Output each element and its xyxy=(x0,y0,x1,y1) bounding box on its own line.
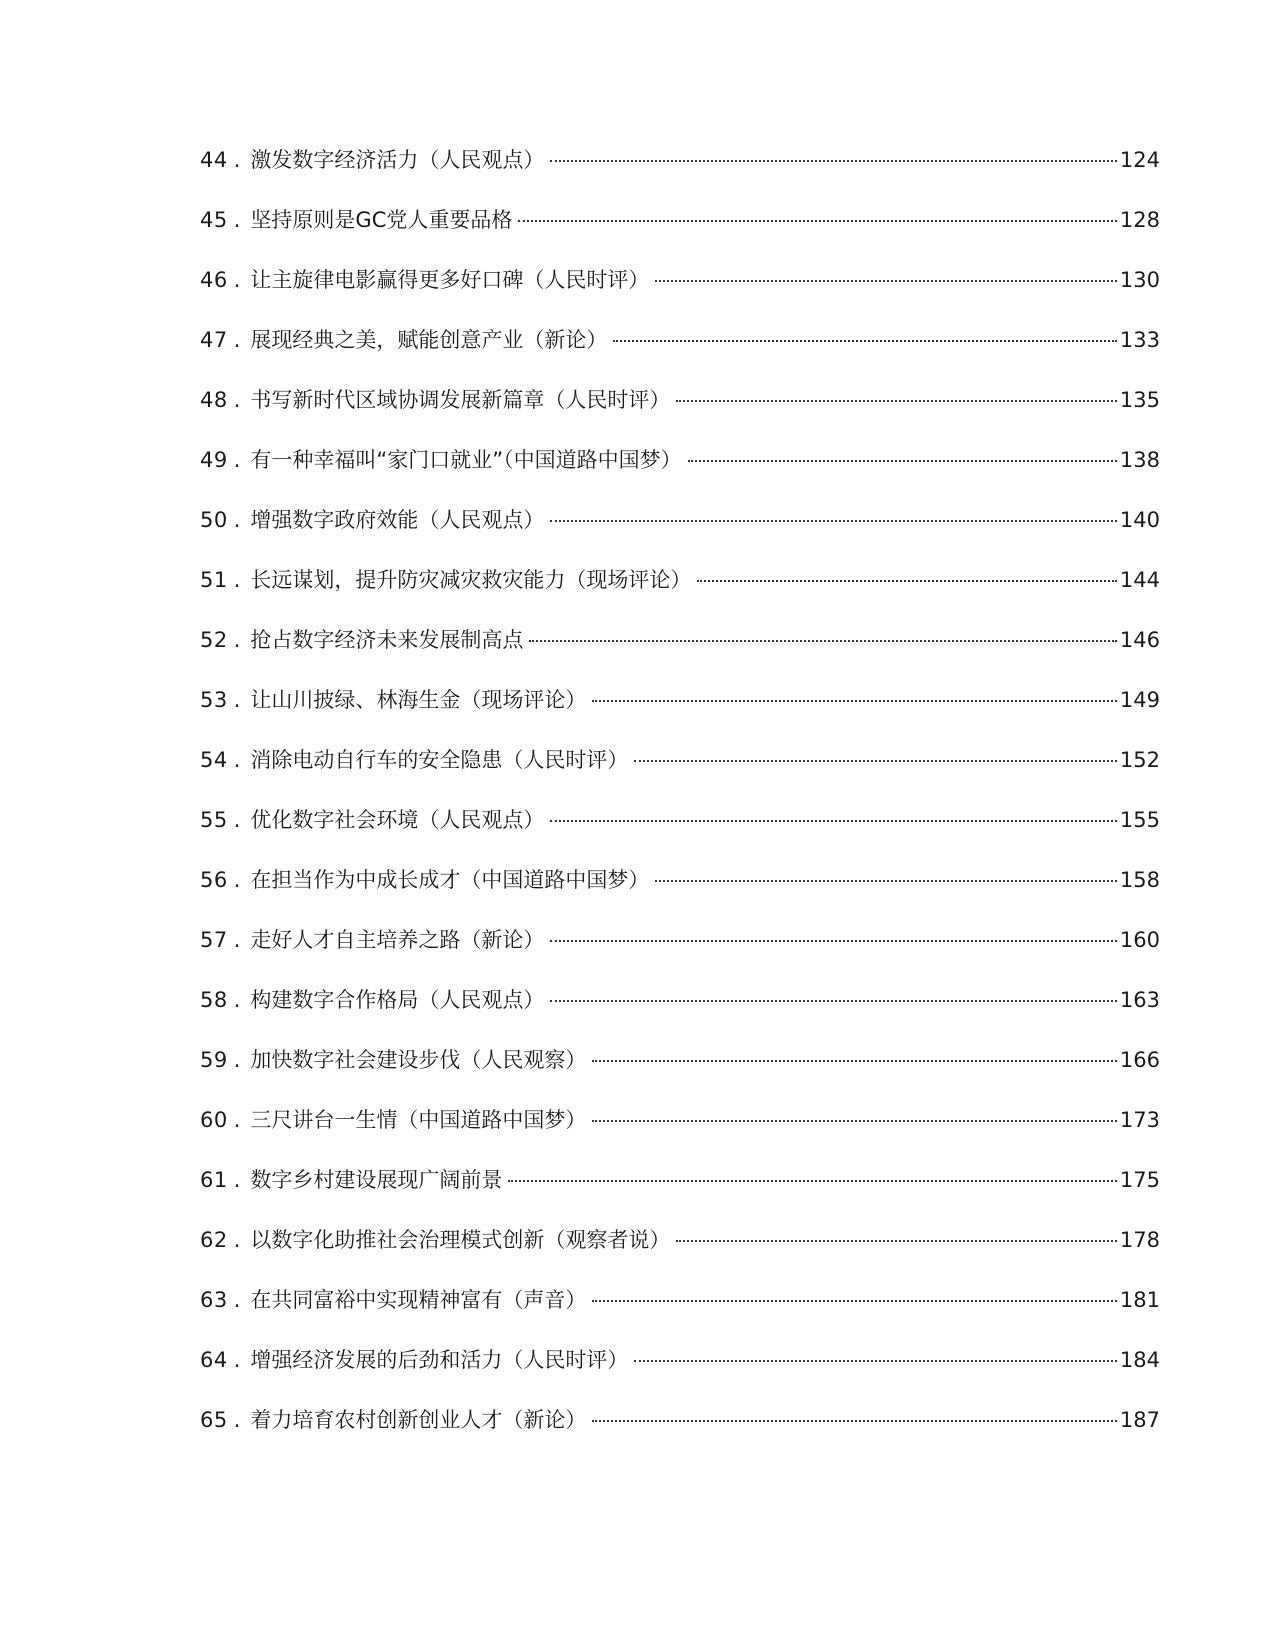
toc-entry-page-number: 160 xyxy=(1119,928,1160,952)
toc-entry-title: 长远谋划，提升防灾减灾救灾能力（现场评论） xyxy=(250,568,692,592)
toc-dot-leader xyxy=(592,700,1116,702)
table-of-contents xyxy=(200,145,1160,1465)
toc-entry-number: 50 xyxy=(200,508,228,532)
toc-entry-page-number: 166 xyxy=(1119,1048,1160,1072)
toc-entry-page-number: 158 xyxy=(1119,868,1160,892)
toc-dot-leader xyxy=(592,1420,1116,1422)
toc-entry-page-number: 187 xyxy=(1119,1408,1160,1432)
toc-entry[interactable] xyxy=(200,505,1160,565)
toc-dot-leader xyxy=(655,880,1116,882)
toc-entry-title: 让主旋律电影赢得更多好口碑（人民时评） xyxy=(250,268,650,292)
toc-dot-leader xyxy=(550,1000,1116,1002)
toc-entry[interactable] xyxy=(200,685,1160,745)
toc-entry-number: 45 xyxy=(200,208,228,232)
toc-entry[interactable] xyxy=(200,445,1160,505)
toc-entry-title: 有一种幸福叫“家门口就业”（中国道路中国梦） xyxy=(250,448,682,472)
toc-entry-title: 走好人才自主培养之路（新论） xyxy=(250,928,545,952)
toc-entry-page-number: 144 xyxy=(1119,568,1160,592)
toc-entry-number: 64 xyxy=(200,1348,228,1372)
toc-entry-title: 抢占数字经济未来发展制高点 xyxy=(250,628,524,652)
toc-entry-number: 65 xyxy=(200,1408,228,1432)
toc-entry[interactable] xyxy=(200,565,1160,625)
toc-entry-page-number: 149 xyxy=(1119,688,1160,712)
toc-entry-page-number: 128 xyxy=(1119,208,1160,232)
toc-dot-leader xyxy=(688,460,1117,462)
toc-dot-leader xyxy=(550,940,1116,942)
toc-dot-leader xyxy=(529,640,1116,642)
toc-entry-separator: . xyxy=(233,1288,241,1312)
toc-entry-number: 54 xyxy=(200,748,228,772)
toc-entry-separator: . xyxy=(233,688,241,712)
toc-dot-leader xyxy=(613,340,1116,342)
toc-dot-leader xyxy=(676,400,1116,402)
toc-entry-separator: . xyxy=(233,1228,241,1252)
toc-dot-leader xyxy=(550,820,1116,822)
toc-entry-separator: . xyxy=(233,208,241,232)
toc-entry-separator: . xyxy=(233,148,241,172)
toc-entry-title: 着力培育农村创新创业人才（新论） xyxy=(250,1408,587,1432)
toc-entry-title: 增强数字政府效能（人民观点） xyxy=(250,508,545,532)
toc-entry-title: 在共同富裕中实现精神富有（声音） xyxy=(250,1288,587,1312)
toc-dot-leader xyxy=(655,280,1116,282)
toc-entry[interactable] xyxy=(200,1045,1160,1105)
toc-dot-leader xyxy=(508,1180,1116,1182)
toc-dot-leader xyxy=(550,160,1116,162)
toc-entry-page-number: 152 xyxy=(1119,748,1160,772)
toc-entry-separator: . xyxy=(233,988,241,1012)
toc-entry-separator: . xyxy=(233,1408,241,1432)
toc-entry-separator: . xyxy=(233,268,241,292)
toc-entry-number: 63 xyxy=(200,1288,228,1312)
toc-entry-number: 59 xyxy=(200,1048,228,1072)
toc-entry-title: 优化数字社会环境（人民观点） xyxy=(250,808,545,832)
toc-entry-number: 62 xyxy=(200,1228,228,1252)
toc-dot-leader xyxy=(697,580,1116,582)
toc-entry-separator: . xyxy=(233,508,241,532)
toc-entry-separator: . xyxy=(233,1048,241,1072)
toc-dot-leader xyxy=(634,760,1116,762)
toc-entry-number: 48 xyxy=(200,388,228,412)
toc-entry-page-number: 140 xyxy=(1119,508,1160,532)
toc-entry-page-number: 155 xyxy=(1119,808,1160,832)
toc-entry-title: 展现经典之美，赋能创意产业（新论） xyxy=(250,328,608,352)
toc-entry-page-number: 173 xyxy=(1119,1108,1160,1132)
toc-entry-title: 构建数字合作格局（人民观点） xyxy=(250,988,545,1012)
toc-dot-leader xyxy=(550,520,1116,522)
toc-dot-leader xyxy=(518,220,1117,222)
toc-entry-title: 以数字化助推社会治理模式创新（观察者说） xyxy=(250,1228,671,1252)
toc-entry-page-number: 163 xyxy=(1119,988,1160,1012)
toc-entry[interactable] xyxy=(200,205,1160,265)
toc-entry-number: 49 xyxy=(200,448,228,472)
toc-entry-title: 加快数字社会建设步伐（人民观察） xyxy=(250,1048,587,1072)
toc-entry-number: 55 xyxy=(200,808,228,832)
toc-entry-separator: . xyxy=(233,1348,241,1372)
toc-entry-title: 数字乡村建设展现广阔前景 xyxy=(250,1168,503,1192)
toc-entry[interactable] xyxy=(200,1105,1160,1165)
toc-entry-separator: . xyxy=(233,328,241,352)
toc-entry-page-number: 130 xyxy=(1119,268,1160,292)
toc-dot-leader xyxy=(676,1240,1116,1242)
toc-entry-number: 60 xyxy=(200,1108,228,1132)
toc-entry-separator: . xyxy=(233,388,241,412)
toc-entry[interactable] xyxy=(200,1405,1160,1465)
toc-entry-page-number: 175 xyxy=(1119,1168,1160,1192)
toc-dot-leader xyxy=(592,1060,1116,1062)
toc-entry[interactable] xyxy=(200,865,1160,925)
toc-entry-number: 58 xyxy=(200,988,228,1012)
toc-entry[interactable] xyxy=(200,925,1160,985)
toc-entry-title: 三尺讲台一生情（中国道路中国梦） xyxy=(250,1108,587,1132)
toc-entry-number: 52 xyxy=(200,628,228,652)
toc-entry-separator: . xyxy=(233,448,241,472)
toc-entry[interactable] xyxy=(200,1165,1160,1225)
toc-entry[interactable] xyxy=(200,385,1160,445)
toc-entry[interactable] xyxy=(200,325,1160,385)
toc-entry-page-number: 181 xyxy=(1119,1288,1160,1312)
toc-entry[interactable] xyxy=(200,1225,1160,1285)
toc-entry-page-number: 133 xyxy=(1119,328,1160,352)
toc-entry-title: 让山川披绿、林海生金（现场评论） xyxy=(250,688,587,712)
toc-entry-page-number: 184 xyxy=(1119,1348,1160,1372)
toc-entry-number: 56 xyxy=(200,868,228,892)
toc-entry-number: 44 xyxy=(200,148,228,172)
toc-dot-leader xyxy=(592,1120,1116,1122)
toc-dot-leader xyxy=(634,1360,1116,1362)
toc-entry-page-number: 146 xyxy=(1119,628,1160,652)
toc-entry-number: 53 xyxy=(200,688,228,712)
toc-entry-separator: . xyxy=(233,1168,241,1192)
toc-entry-page-number: 135 xyxy=(1119,388,1160,412)
toc-entry-page-number: 138 xyxy=(1119,448,1160,472)
toc-entry-separator: . xyxy=(233,568,241,592)
toc-entry[interactable] xyxy=(200,985,1160,1045)
toc-entry-title: 书写新时代区域协调发展新篇章（人民时评） xyxy=(250,388,671,412)
toc-entry[interactable] xyxy=(200,745,1160,805)
toc-entry-separator: . xyxy=(233,748,241,772)
toc-entry-number: 51 xyxy=(200,568,228,592)
toc-entry-title: 激发数字经济活力（人民观点） xyxy=(250,148,545,172)
toc-entry-separator: . xyxy=(233,628,241,652)
toc-entry[interactable] xyxy=(200,1345,1160,1405)
toc-entry-title: 坚持原则是GC党人重要品格 xyxy=(250,208,513,232)
toc-entry-separator: . xyxy=(233,1108,241,1132)
toc-entry[interactable] xyxy=(200,265,1160,325)
toc-entry-page-number: 178 xyxy=(1119,1228,1160,1252)
toc-entry[interactable] xyxy=(200,805,1160,865)
toc-entry-separator: . xyxy=(233,928,241,952)
toc-entry-number: 61 xyxy=(200,1168,228,1192)
toc-entry[interactable] xyxy=(200,625,1160,685)
toc-entry-separator: . xyxy=(233,868,241,892)
toc-entry-title: 增强经济发展的后劲和活力（人民时评） xyxy=(250,1348,629,1372)
toc-entry-separator: . xyxy=(233,808,241,832)
toc-entry[interactable] xyxy=(200,1285,1160,1345)
toc-entry-number: 57 xyxy=(200,928,228,952)
toc-entry-title: 消除电动自行车的安全隐患（人民时评） xyxy=(250,748,629,772)
toc-entry-title: 在担当作为中成长成才（中国道路中国梦） xyxy=(250,868,650,892)
toc-dot-leader xyxy=(592,1300,1116,1302)
toc-entry-number: 47 xyxy=(200,328,228,352)
toc-entry-page-number: 124 xyxy=(1119,148,1160,172)
toc-entry[interactable] xyxy=(200,145,1160,205)
toc-entry-number: 46 xyxy=(200,268,228,292)
